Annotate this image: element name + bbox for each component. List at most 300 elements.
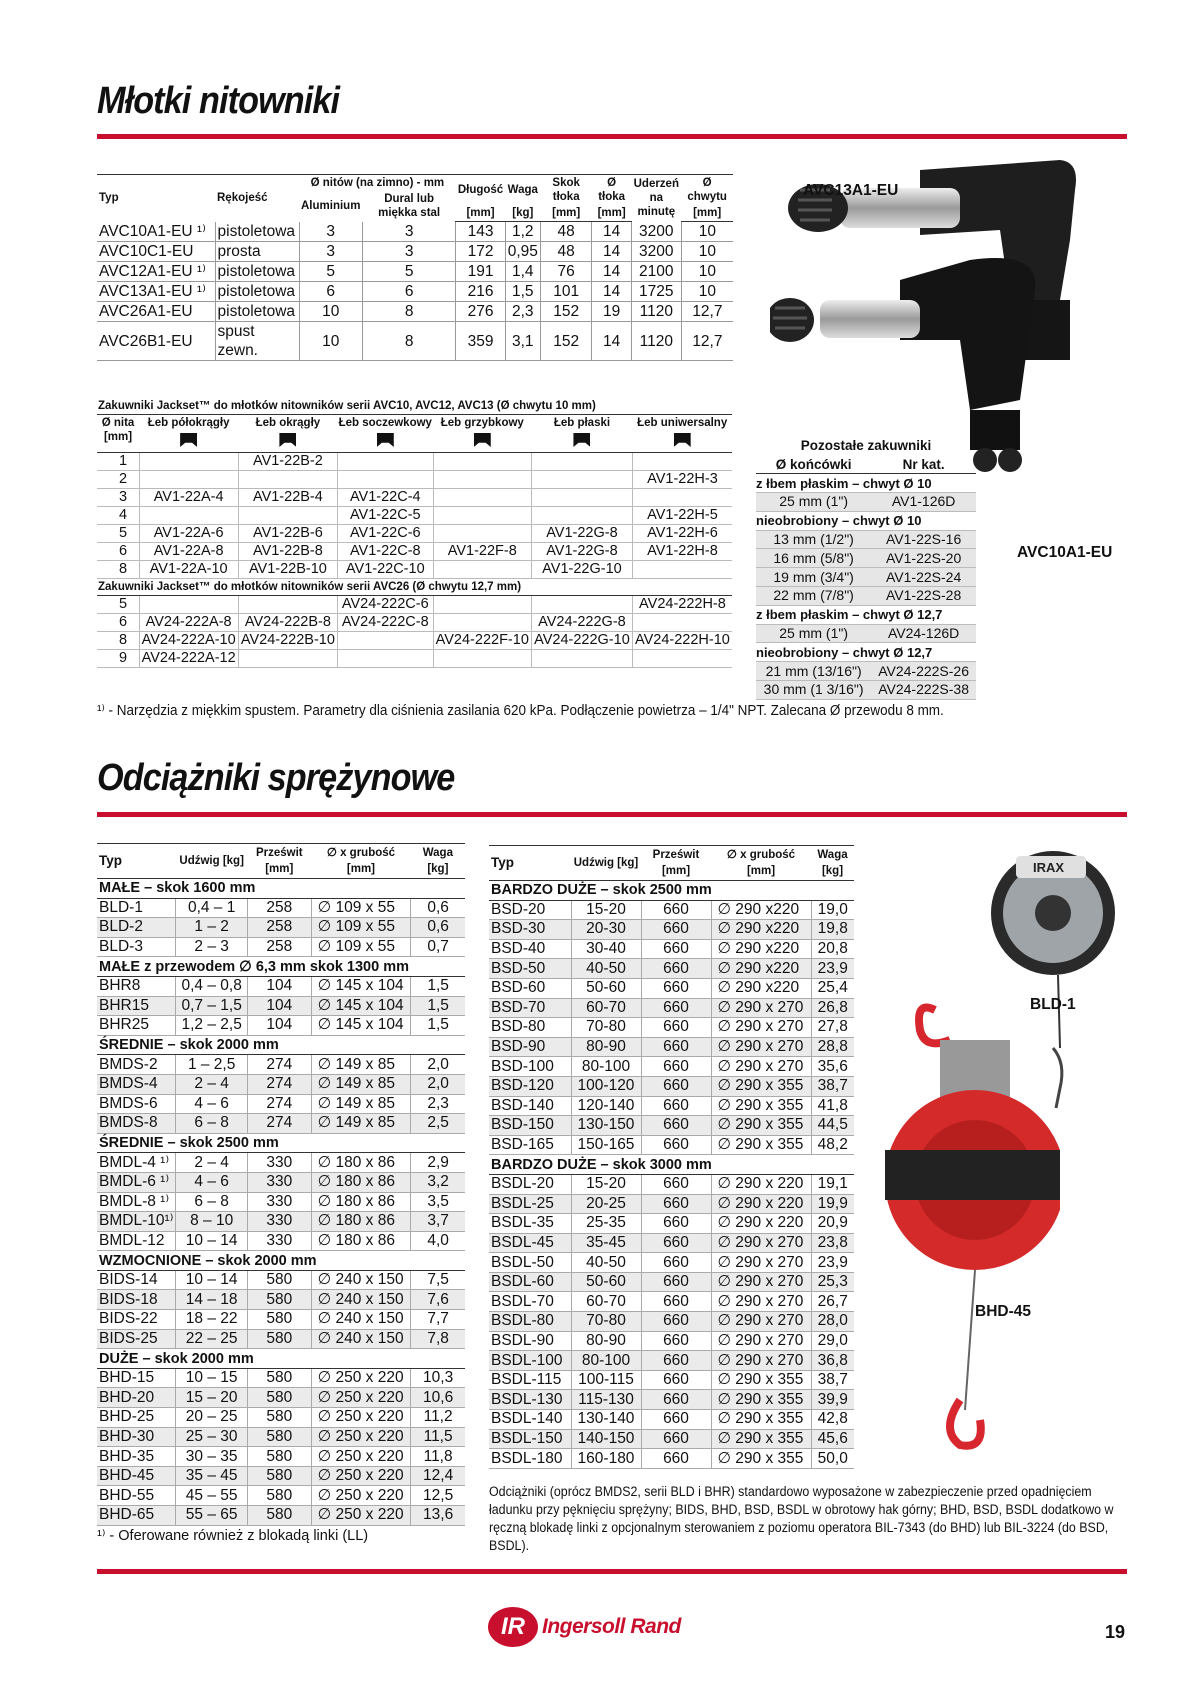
balancer-cell: BLD-1 [97,898,176,918]
jackset-cell: AV1-22G-8 [532,525,633,543]
balancer-cell: 660 [641,1174,711,1194]
jackset-cell [433,561,531,579]
balancer-section [97,1251,465,1271]
balancer-cell: 7,8 [411,1329,465,1349]
balancer-cell: 258 [247,937,311,957]
balancer-cell: 4 – 6 [176,1172,247,1192]
balancer-section-title: ŚREDNIE – skok 2000 mm [97,1035,465,1055]
balancer-cell: 660 [641,1292,711,1312]
balancer-cell: 660 [641,1135,711,1155]
balancer-row [489,1057,854,1077]
balancer-cell: 660 [641,978,711,998]
balancer-cell: 660 [641,1312,711,1332]
balancer-cell: 660 [641,920,711,940]
balancer-row [97,1427,465,1447]
balancer-cell: 580 [247,1270,311,1290]
balancer-cell: 580 [247,1310,311,1330]
balancer-cell: ∅ 290 x 270 [711,998,811,1018]
balancer-cell: 15-20 [571,1174,641,1194]
balancer-cell: 40-50 [571,959,641,979]
jackset-cell [338,632,434,650]
hammer-cell: 216 [456,282,505,302]
page-number: 19 [1105,1622,1126,1642]
balancer-col-header: Typ [489,846,571,881]
balancer-cell: ∅ 250 x 220 [311,1388,411,1408]
balancer-cell: BHD-20 [97,1388,176,1408]
balancer-row [489,900,854,920]
rivet-head-icon [573,433,590,447]
other-section-title: z łbem płaskim – chwyt Ø 12,7 [756,605,976,624]
balancer-cell: ∅ 290 x 355 [711,1096,811,1116]
hammer-cell: 191 [456,262,505,282]
other-cell: 19 mm (3/4") [756,568,871,587]
balancer-cell: 660 [641,1057,711,1077]
unit-chwyt: [mm] [681,205,733,222]
balancer-cell: 30 – 35 [176,1447,247,1467]
balancer-cell: 38,7 [811,1370,854,1390]
jackset-cell [532,596,633,614]
balancer-cell: 2,9 [411,1153,465,1173]
balancer-cell: BSDL-35 [489,1214,571,1234]
balancer-cell: BSD-120 [489,1076,571,1096]
jackset-cell [139,596,238,614]
hammer-cell: pistoletowa [215,262,299,282]
rivet-head-icon [474,433,491,447]
balancer-cell: 150-165 [571,1135,641,1155]
balancer-cell: 660 [641,1037,711,1057]
hammers-table [97,174,733,361]
jackset-cell: AV24-222A-12 [139,650,238,668]
balancer-cell: 15-20 [571,900,641,920]
hammers-title: Młotki nitowniki [97,80,340,122]
balancer-cell: ∅ 290 x 270 [711,1018,811,1038]
balancer-cell: ∅ 149 x 85 [311,1055,411,1075]
balancer-cell: 10 – 15 [176,1368,247,1388]
balancer-cell: BHR15 [97,996,176,1016]
hammer-cell: 1,2 [505,222,540,242]
balancer-cell: 55 – 65 [176,1506,247,1526]
balancers-table-left [97,843,465,1526]
balancer-row [97,1270,465,1290]
jackset-row [97,471,732,489]
balancer-cell: BSD-150 [489,1116,571,1136]
balancer-cell: 20 – 25 [176,1408,247,1428]
balancer-cell: ∅ 250 x 220 [311,1506,411,1526]
other-title: Pozostałe zakuwniki [800,438,932,453]
col-dural: Dural lub miękka stal [378,193,441,220]
balancer-cell: BSD-80 [489,1018,571,1038]
other-row [756,549,976,568]
balancer-cell: BSD-20 [489,900,571,920]
balancer-cell: BHD-45 [97,1466,176,1486]
hammer-cell: 3 [362,242,455,262]
balancer-cell: ∅ 180 x 86 [311,1212,411,1232]
other-section-title: nieobrobiony – chwyt Ø 10 [756,511,976,530]
balancer-cell: 4,0 [411,1231,465,1251]
balancer-col-header: Waga [kg] [411,844,465,879]
balancer-cell: 7,6 [411,1290,465,1310]
balancer-cell: BLD-3 [97,937,176,957]
balancer-cell: 50-60 [571,978,641,998]
balancer-cell: 330 [247,1153,311,1173]
hammer-cell: 1,4 [505,262,540,282]
balancer-cell: 10 – 14 [176,1270,247,1290]
balancer-cell: 660 [641,939,711,959]
balancer-cell: 660 [641,1116,711,1136]
balancer-cell: 2 – 4 [176,1153,247,1173]
jackset-cell: AV24-222A-8 [139,614,238,632]
other-cell: 21 mm (13/16") [756,662,871,681]
col-waga: Waga [505,175,540,206]
jackset-cell: AV24-222C-8 [338,614,434,632]
balancer-cell: 19,0 [811,900,854,920]
other-table [756,455,976,700]
balancer-cell: 2,0 [411,1074,465,1094]
jackset-cell [433,507,531,525]
balancer-row [97,1192,465,1212]
jackset-cell: 4 [97,507,139,525]
balancer-cell: BSDL-130 [489,1390,571,1410]
jackset-cell: AV1-22B-6 [238,525,337,543]
jackset-cell [632,561,732,579]
balancer-cell: 330 [247,1192,311,1212]
balancers-table-right [489,845,854,1469]
balancer-row [489,1018,854,1038]
balancer-bhd45-image [880,990,1060,1450]
balancer-section [97,879,465,899]
other-cell: AV24-222S-38 [871,681,976,700]
balancer-cell: BSD-165 [489,1135,571,1155]
balancer-cell: 1,5 [411,996,465,1016]
jackset-col-label: Łeb uniwersalny [637,417,728,429]
balancer-row [489,1410,854,1430]
other-cell: AV1-22S-28 [871,587,976,606]
balancer-cell: 580 [247,1506,311,1526]
jackset-col-label: Łeb okrągły [255,417,321,429]
jackset-cell [338,650,434,668]
balancer-cell: 258 [247,898,311,918]
balancer-row [97,937,465,957]
balancer-cell: ∅ 290 x 270 [711,1292,811,1312]
balancer-cell: 19,8 [811,920,854,940]
balancer-row [489,1214,854,1234]
balancer-section [97,1133,465,1153]
balancer-cell: 660 [641,998,711,1018]
balancer-cell: 25 – 30 [176,1427,247,1447]
jackset-cell: 1 [97,453,139,471]
other-row [756,587,976,606]
balancer-cell: 0,7 – 1,5 [176,996,247,1016]
jackset-cell: 6 [97,614,139,632]
balancer-cell: ∅ 290 x 270 [711,1253,811,1273]
balancer-row [489,1253,854,1273]
balancer-cell: BSDL-140 [489,1410,571,1430]
balancer-section-title: WZMOCNIONE – skok 2000 mm [97,1251,465,1271]
balancer-row [97,1094,465,1114]
balancer-cell: 23,9 [811,959,854,979]
jackset-cell [338,471,434,489]
balancer-cell: BSDL-60 [489,1272,571,1292]
jackset-col-label: Łeb soczewkowy [338,417,432,429]
balancer-cell: 660 [641,1390,711,1410]
balancer-cell: 580 [247,1290,311,1310]
balancer-cell: 660 [641,1272,711,1292]
jackset-col-label: Łeb półokrągły [147,417,230,429]
balancer-cell: ∅ 240 x 150 [311,1290,411,1310]
balancer-cell: 660 [641,1018,711,1038]
balancer-row [489,939,854,959]
balancer-cell: ∅ 250 x 220 [311,1447,411,1467]
jackset-row [97,561,732,579]
hammer-row [97,282,733,302]
hammer-cell: 152 [540,322,592,361]
balancer-cell: 104 [247,996,311,1016]
balancer-cell: ∅ 145 x 104 [311,976,411,996]
balancer-cell: 330 [247,1231,311,1251]
jackset-cell [139,453,238,471]
hammer-cell: pistoletowa [215,302,299,322]
balancer-cell: 50,0 [811,1449,854,1469]
jackset-cell: AV24-222B-10 [238,632,337,650]
jackset-cell: AV1-22C-4 [338,489,434,507]
other-cell: 13 mm (1/2") [756,530,871,549]
balancer-row [489,1194,854,1214]
balancer-cell: 580 [247,1388,311,1408]
balancer-cell: ∅ 180 x 86 [311,1172,411,1192]
col-chwyt: Ø chwytu [681,175,733,206]
balancer-cell: BSDL-80 [489,1312,571,1332]
jackset-cell: AV1-22F-8 [433,543,531,561]
balancer-cell: 130-140 [571,1410,641,1430]
balancer-col-header: Prześwit [mm] [641,846,711,881]
balancer-cell: ∅ 180 x 86 [311,1231,411,1251]
jackset-cell: 5 [97,525,139,543]
balancer-cell: 1 – 2,5 [176,1055,247,1075]
jackset-cell: AV1-22A-6 [139,525,238,543]
brand-logo [488,1607,681,1647]
balancer-cell: 23,9 [811,1253,854,1273]
jackset-cell: AV24-222B-8 [238,614,337,632]
other-row [756,662,976,681]
jackset-cell: AV1-22B-8 [238,543,337,561]
balancer-row [97,1368,465,1388]
col-nity: Ø nitów (na zimno) - mm [299,175,456,192]
balancers-title: Odciążniki sprężynowe [97,757,455,799]
balancer-cell: BMDL-8 ¹⁾ [97,1192,176,1212]
balancer-cell: ∅ 290 x 355 [711,1116,811,1136]
hammer-cell: 14 [592,262,631,282]
balancer-cell: 580 [247,1368,311,1388]
unit-waga: [kg] [505,205,540,222]
balancer-cell: 60-70 [571,1292,641,1312]
balancer-cell: 1,5 [411,976,465,996]
jackset-row [97,650,732,668]
balancer-cell: BHD-15 [97,1368,176,1388]
balancer-cell: ∅ 149 x 85 [311,1094,411,1114]
balancer-cell: BIDS-22 [97,1310,176,1330]
balancer-row [97,1074,465,1094]
balancer-cell: 274 [247,1094,311,1114]
hammer-cell: pistoletowa [215,222,299,242]
balancer-row [489,1331,854,1351]
jackset-col-label: Łeb grzybkowy [440,417,524,429]
balancer-cell: 274 [247,1074,311,1094]
hammer-cell: 12,7 [681,322,733,361]
balancer-row [97,976,465,996]
balancer-cell: BIDS-18 [97,1290,176,1310]
balancer-cell: BSDL-20 [489,1174,571,1194]
hammer-cell: AVC12A1-EU ¹⁾ [97,262,215,282]
balancer-cell: ∅ 290 x 270 [711,1233,811,1253]
hammer-cell: 76 [540,262,592,282]
hammer-cell: 14 [592,282,631,302]
rivet-head-icon [279,433,296,447]
hammer-cell: 3200 [631,222,681,242]
balancer-cell: 0,4 – 0,8 [176,976,247,996]
jackset-cell: AV24-222H-10 [632,632,732,650]
jackset-cell [433,650,531,668]
balancer-cell: ∅ 290 x220 [711,920,811,940]
balancer-cell: 7,7 [411,1310,465,1330]
jackset-col-header [338,415,434,453]
balancer-row [97,1466,465,1486]
balancer-cell: 3,7 [411,1212,465,1232]
jackset-cell [532,650,633,668]
hammer-cell: 276 [456,302,505,322]
hammer-cell: 8 [362,322,455,361]
balancer-cell: BSD-50 [489,959,571,979]
hammer-cell: 48 [540,242,592,262]
hammer-row [97,222,733,242]
jackset-cell [238,650,337,668]
jackset-title-2: Zakuwniki Jackset™ do młotków nitowników serii AVC26 (Ø chwytu 12,7 mm) [97,579,732,596]
other-section-title: z łbem płaskim – chwyt Ø 10 [756,474,976,493]
other-row [756,493,976,512]
balancer-cell: BHD-30 [97,1427,176,1447]
balancer-cell: 140-150 [571,1429,641,1449]
balancer-row [489,1351,854,1371]
jackset-cell: 6 [97,543,139,561]
balancer-cell: ∅ 290 x 355 [711,1135,811,1155]
jackset-cell [433,453,531,471]
balancer-cell: ∅ 290 x 355 [711,1370,811,1390]
balancer-cell: 27,8 [811,1018,854,1038]
unit-skok: [mm] [540,205,592,222]
jackset-row [97,632,732,650]
balancer-cell: ∅ 240 x 150 [311,1329,411,1349]
other-cell: 25 mm (1") [756,624,871,643]
balancer-cell: BSD-40 [489,939,571,959]
other-section [756,474,976,493]
balancer-cell: 660 [641,1194,711,1214]
jackset-title-1: Zakuwniki Jackset™ do młotków nitowników serii AVC10, AVC12, AVC13 (Ø chwytu 10 mm) [97,398,732,415]
other-col2: Nr kat. [871,455,976,474]
balancer-cell: 2,3 [411,1094,465,1114]
balancer-row [97,1114,465,1134]
balancer-cell: 120-140 [571,1096,641,1116]
jackset-col-header [139,415,238,453]
balancer-cell: 35-45 [571,1233,641,1253]
balancer-cell: 660 [641,1351,711,1371]
jackset-cell: AV24-222A-10 [139,632,238,650]
balancer-cell: 115-130 [571,1390,641,1410]
balancer-row [97,1408,465,1428]
balancer-cell: 40-50 [571,1253,641,1273]
jackset-cell: AV24-222C-6 [338,596,434,614]
balancer-cell: 1 – 2 [176,918,247,938]
balancer-cell: 274 [247,1055,311,1075]
balancer-row [489,1233,854,1253]
balancer-cell: 660 [641,1429,711,1449]
balancer-cell: BSDL-115 [489,1370,571,1390]
balancer-cell: ∅ 250 x 220 [311,1427,411,1447]
hammer-cell: 10 [681,222,733,242]
balancer-row [97,1153,465,1173]
balancer-cell: 35 – 45 [176,1466,247,1486]
balancer-cell: 660 [641,1076,711,1096]
other-section [756,643,976,662]
balancer-cell: 13,6 [411,1506,465,1526]
hammer-cell: 6 [299,282,362,302]
hammer-row [97,262,733,282]
hammer-cell: AVC13A1-EU ¹⁾ [97,282,215,302]
balancer-section [97,957,465,977]
other-cell: 30 mm (1 3/16") [756,681,871,700]
balancer-col-header: Typ [97,844,176,879]
col-alu: Aluminium [301,200,361,213]
jackset-cell: AV1-22H-5 [632,507,732,525]
balancer-row [489,1429,854,1449]
hammer-cell: AVC10C1-EU [97,242,215,262]
balancer-cell: ∅ 250 x 220 [311,1466,411,1486]
balancer-cell: BSD-140 [489,1096,571,1116]
balancer-cell: BMDS-8 [97,1114,176,1134]
jackset-cell [632,489,732,507]
balancer-cell: BSDL-70 [489,1292,571,1312]
balancer-cell: 15 – 20 [176,1388,247,1408]
balancer-cell: BMDL-6 ¹⁾ [97,1172,176,1192]
jackset-cell [532,489,633,507]
balancer-cell: 10 – 14 [176,1231,247,1251]
balancer-cell: 160-180 [571,1449,641,1469]
label-bld1: BLD-1 [1030,996,1076,1013]
balancer-row [489,1312,854,1332]
balancer-cell: ∅ 290 x 355 [711,1390,811,1410]
other-cell: AV24-126D [871,624,976,643]
jackset-cell [532,453,633,471]
balancer-cell: ∅ 145 x 104 [311,996,411,1016]
hammer-cell: AVC10A1-EU ¹⁾ [97,222,215,242]
balancer-cell: BSD-30 [489,920,571,940]
balancer-cell: ∅ 240 x 150 [311,1270,411,1290]
balancer-cell: 8 – 10 [176,1212,247,1232]
balancer-cell: ∅ 250 x 220 [311,1486,411,1506]
balancer-cell: 100-115 [571,1370,641,1390]
jackset-cell: 8 [97,632,139,650]
balancer-cell: 2,5 [411,1114,465,1134]
balancer-cell: 10,3 [411,1368,465,1388]
other-col1: Ø końcówki [756,455,871,474]
jackset-cell: AV24-222G-8 [532,614,633,632]
balancer-cell: ∅ 290 x 270 [711,1272,811,1292]
balancer-cell: 580 [247,1427,311,1447]
balancer-cell: 660 [641,1331,711,1351]
balancer-cell: ∅ 290 x 270 [711,1351,811,1371]
other-section-title: nieobrobiony – chwyt Ø 12,7 [756,643,976,662]
balancer-cell: 41,8 [811,1096,854,1116]
balancer-cell: 26,7 [811,1292,854,1312]
col-skok: Skok tłoka [540,175,592,206]
